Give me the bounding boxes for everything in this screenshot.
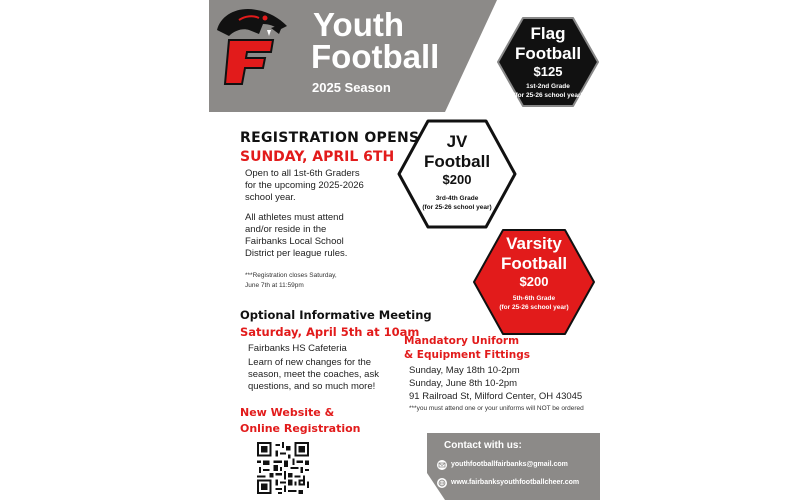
jv-name-line2: Football — [423, 152, 491, 171]
registration-date: SUNDAY, APRIL 6TH — [240, 149, 395, 165]
jv-name-line1: JV — [446, 132, 468, 151]
website-heading-line1: New Website & — [240, 406, 335, 419]
fitting-address: 91 Railroad St, Milford Center, OH 43045 — [409, 391, 583, 402]
varsity-name-line2: Football — [500, 254, 568, 273]
eligibility-line: District per league rules. — [245, 248, 348, 259]
flag-price: $125 — [533, 64, 563, 79]
varsity-price: $200 — [519, 274, 549, 289]
flag-note: (for 25-26 school year) — [513, 92, 583, 99]
varsity-name-line1: Varsity — [506, 234, 562, 253]
varsity-note: (for 25-26 school year) — [499, 304, 569, 311]
title-football: Football — [311, 38, 440, 75]
season-label: 2025 Season — [312, 80, 391, 95]
flyer — [209, 0, 600, 500]
flag-name-line2: Football — [514, 44, 582, 63]
registration-line: Open to all 1st-6th Graders — [245, 168, 360, 179]
registration-closing-note: ***Registration closes Saturday, — [245, 272, 337, 279]
jv-grade: 3rd-4th Grade — [435, 195, 479, 202]
meeting-location: Fairbanks HS Cafeteria — [248, 343, 347, 354]
qr-code-icon[interactable] — [257, 442, 309, 494]
contact-panel — [427, 433, 600, 500]
fitting-date: Sunday, June 8th 10-2pm — [409, 378, 518, 389]
contact-title: Contact with us: — [444, 440, 522, 451]
varsity-grade: 5th-6th Grade — [512, 295, 556, 302]
registration-heading: REGISTRATION OPENS — [240, 130, 420, 146]
meeting-line: season, meet the coaches, ask — [248, 369, 379, 380]
meeting-line: Learn of new changes for the — [248, 357, 372, 368]
panther-logo-icon — [209, 0, 295, 86]
fitting-note: ***you must attend one or your uniforms will NOT be ordered — [409, 405, 584, 412]
meeting-heading: Optional Informative Meeting — [240, 308, 432, 322]
meeting-date: Saturday, April 5th at 10am — [240, 325, 420, 339]
registration-closing-note: June 7th at 11:59pm — [245, 282, 304, 289]
contact-website[interactable]: www.fairbanksyouthfootballcheer.com — [451, 479, 580, 486]
title-youth: Youth — [313, 6, 405, 43]
fittings-heading-line2: & Equipment Fittings — [404, 349, 530, 361]
jv-price: $200 — [442, 172, 472, 187]
fitting-date: Sunday, May 18th 10-2pm — [409, 365, 520, 376]
eligibility-line: All athletes must attend — [245, 212, 344, 223]
meeting-line: questions, and so much more! — [248, 381, 376, 392]
envelope-icon — [437, 460, 447, 470]
flag-football-badge — [496, 16, 600, 108]
contact-email[interactable]: youthfootballfairbanks@gmail.com — [451, 461, 568, 468]
eligibility-line: Fairbanks Local School — [245, 236, 344, 247]
varsity-football-badge — [472, 228, 596, 336]
eligibility-line: and/or reside in the — [245, 224, 327, 235]
flag-name-line1: Flag — [530, 24, 566, 43]
registration-line: school year. — [245, 192, 296, 203]
fittings-heading-line1: Mandatory Uniform — [404, 335, 520, 347]
registration-line: for the upcoming 2025-2026 — [245, 180, 364, 191]
jv-note: (for 25-26 school year) — [422, 204, 492, 211]
globe-icon — [437, 478, 447, 488]
flag-grade: 1st-2nd Grade — [526, 83, 570, 90]
website-heading-line2: Online Registration — [240, 422, 361, 435]
